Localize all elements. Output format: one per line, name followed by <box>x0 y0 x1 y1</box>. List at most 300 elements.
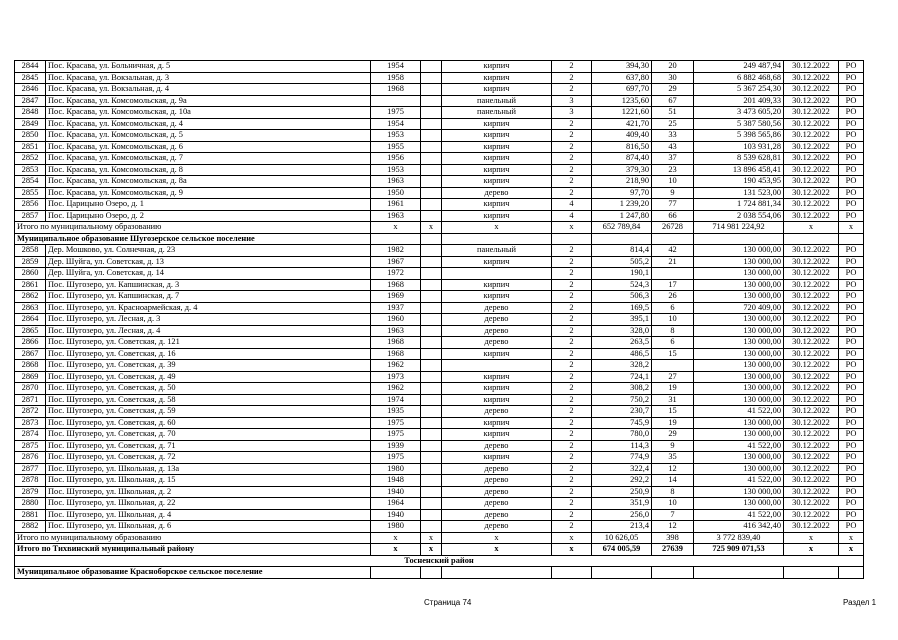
area-cell: 263,5 <box>592 337 652 349</box>
area-cell: 114,3 <box>592 440 652 452</box>
row-number-cell: 2864 <box>15 314 46 326</box>
address-cell: Пос. Красава, ул. Комсомольская, д. 7 <box>46 153 371 165</box>
table-row <box>15 302 864 314</box>
wall-material-cell: кирпич <box>442 199 552 211</box>
source-cell: РО <box>839 509 864 521</box>
floors-cell: 2 <box>552 337 592 349</box>
table-row <box>15 256 864 268</box>
wall-material-cell: дерево <box>442 498 552 510</box>
deadline-cell: 30.12.2022 <box>784 187 839 199</box>
year-built-cell: 1954 <box>371 61 421 73</box>
residents-cell: 9 <box>652 187 694 199</box>
year-commissioned-cell <box>421 509 442 521</box>
address-cell: Пос. Красава, ул. Комсомольская, д. 8 <box>46 164 371 176</box>
floors-cell: 2 <box>552 406 592 418</box>
row-number-cell: 2849 <box>15 118 46 130</box>
area-cell: 379,30 <box>592 164 652 176</box>
deadline-cell: 30.12.2022 <box>784 153 839 165</box>
source-cell: РО <box>839 337 864 349</box>
year-commissioned-cell <box>421 429 442 441</box>
floors-cell: 2 <box>552 452 592 464</box>
source-cell: РО <box>839 325 864 337</box>
source-cell: РО <box>839 268 864 280</box>
address-cell: Пос. Красава, ул. Комсомольская, д. 8а <box>46 176 371 188</box>
source-cell: РО <box>839 394 864 406</box>
residents-cell: 10 <box>652 314 694 326</box>
deadline-cell: 30.12.2022 <box>784 302 839 314</box>
section-header-row <box>15 567 864 579</box>
row-number-cell: 2856 <box>15 199 46 211</box>
floors-cell: 2 <box>552 153 592 165</box>
area-cell: 486,5 <box>592 348 652 360</box>
area-cell: 394,30 <box>592 61 652 73</box>
table-row <box>15 417 864 429</box>
area-cell: 169,5 <box>592 302 652 314</box>
floors-cell: 2 <box>552 187 592 199</box>
year-built-cell: 1964 <box>371 498 421 510</box>
row-number-cell: 2869 <box>15 371 46 383</box>
row-number-cell: 2873 <box>15 417 46 429</box>
year-commissioned-cell <box>421 360 442 372</box>
table-row <box>15 164 864 176</box>
district-total-cell: х <box>442 544 552 556</box>
subtotal-row-1 <box>15 222 864 234</box>
year-commissioned-cell <box>421 383 442 395</box>
area-cell: 506,3 <box>592 291 652 303</box>
residents-cell: 12 <box>652 463 694 475</box>
cost-cell: 130 000,00 <box>694 371 784 383</box>
year-built-cell: 1958 <box>371 72 421 84</box>
district-total-cell: х <box>421 544 442 556</box>
subtotal-cell: х <box>839 222 864 234</box>
register-table <box>14 60 864 579</box>
row-number-cell: 2845 <box>15 72 46 84</box>
cost-cell: 130 000,00 <box>694 325 784 337</box>
table-row <box>15 187 864 199</box>
residents-cell: 6 <box>652 302 694 314</box>
year-built-cell: 1956 <box>371 153 421 165</box>
year-commissioned-cell <box>421 452 442 464</box>
row-number-cell: 2857 <box>15 210 46 222</box>
subtotal-residents: 26728 <box>652 222 694 234</box>
source-cell: РО <box>839 452 864 464</box>
table-row <box>15 383 864 395</box>
residents-cell: 14 <box>652 475 694 487</box>
year-built-cell: 1980 <box>371 463 421 475</box>
source-cell: РО <box>839 118 864 130</box>
subtotal-residents: 398 <box>652 532 694 544</box>
address-cell: Пос. Шугозеро, ул. Школьная, д. 4 <box>46 509 371 521</box>
table-row <box>15 199 864 211</box>
row-number-cell: 2846 <box>15 84 46 96</box>
section-header-row <box>15 233 864 245</box>
cost-cell: 41 522,00 <box>694 440 784 452</box>
address-cell: Пос. Царицыно Озеро, д. 2 <box>46 210 371 222</box>
floors-cell: 2 <box>552 440 592 452</box>
section-title-krasnobor: Муниципальное образование Красноборское сельское поселение <box>15 567 371 579</box>
residents-cell: 77 <box>652 199 694 211</box>
year-built-cell: 1963 <box>371 210 421 222</box>
cost-cell: 130 000,00 <box>694 245 784 257</box>
cost-cell: 131 523,00 <box>694 187 784 199</box>
row-number-cell: 2861 <box>15 279 46 291</box>
residents-cell: 12 <box>652 521 694 533</box>
table-row <box>15 153 864 165</box>
year-commissioned-cell <box>421 210 442 222</box>
address-cell: Пос. Красава, ул. Комсомольская, д. 5 <box>46 130 371 142</box>
cost-cell: 190 453,95 <box>694 176 784 188</box>
year-built-cell: 1968 <box>371 348 421 360</box>
district-header-row <box>15 555 864 567</box>
cost-cell: 130 000,00 <box>694 429 784 441</box>
area-cell: 409,40 <box>592 130 652 142</box>
area-cell: 395,1 <box>592 314 652 326</box>
cost-cell: 13 896 458,41 <box>694 164 784 176</box>
deadline-cell: 30.12.2022 <box>784 486 839 498</box>
wall-material-cell: дерево <box>442 406 552 418</box>
table-row <box>15 107 864 119</box>
year-commissioned-cell <box>421 141 442 153</box>
table-row <box>15 84 864 96</box>
address-cell: Пос. Шугозеро, ул. Советская, д. 72 <box>46 452 371 464</box>
residents-cell: 29 <box>652 84 694 96</box>
table-row <box>15 452 864 464</box>
address-cell: Пос. Царицыно Озеро, д. 1 <box>46 199 371 211</box>
cost-cell: 5 367 254,30 <box>694 84 784 96</box>
residents-cell <box>652 268 694 280</box>
address-cell: Дер. Шуйга, ул. Советская, д. 14 <box>46 268 371 280</box>
deadline-cell: 30.12.2022 <box>784 337 839 349</box>
cost-cell: 130 000,00 <box>694 256 784 268</box>
deadline-cell: 30.12.2022 <box>784 417 839 429</box>
year-built-cell: 1968 <box>371 84 421 96</box>
year-built-cell: 1972 <box>371 268 421 280</box>
source-cell: РО <box>839 463 864 475</box>
wall-material-cell: кирпич <box>442 164 552 176</box>
cost-cell: 130 000,00 <box>694 486 784 498</box>
deadline-cell: 30.12.2022 <box>784 348 839 360</box>
floors-cell: 2 <box>552 429 592 441</box>
address-cell: Пос. Шугозеро, ул. Советская, д. 59 <box>46 406 371 418</box>
deadline-cell: 30.12.2022 <box>784 394 839 406</box>
subtotal-cell: х <box>784 532 839 544</box>
floors-cell: 2 <box>552 463 592 475</box>
area-cell: 724,1 <box>592 371 652 383</box>
year-commissioned-cell <box>421 130 442 142</box>
row-number-cell: 2850 <box>15 130 46 142</box>
residents-cell: 35 <box>652 452 694 464</box>
year-commissioned-cell <box>421 107 442 119</box>
row-number-cell: 2855 <box>15 187 46 199</box>
floors-cell: 2 <box>552 475 592 487</box>
area-cell: 328,2 <box>592 360 652 372</box>
residents-cell: 17 <box>652 279 694 291</box>
cost-cell: 2 038 554,06 <box>694 210 784 222</box>
address-cell: Пос. Красава, ул. Комсомольская, д. 10а <box>46 107 371 119</box>
cost-cell: 130 000,00 <box>694 360 784 372</box>
table-row <box>15 325 864 337</box>
district-total-cost: 725 909 071,53 <box>694 544 784 556</box>
deadline-cell: 30.12.2022 <box>784 440 839 452</box>
subtotal-cost: 3 772 839,40 <box>694 532 784 544</box>
deadline-cell: 30.12.2022 <box>784 383 839 395</box>
year-built-cell: 1975 <box>371 452 421 464</box>
source-cell: РО <box>839 84 864 96</box>
cost-cell: 201 409,33 <box>694 95 784 107</box>
floors-cell: 2 <box>552 498 592 510</box>
deadline-cell: 30.12.2022 <box>784 509 839 521</box>
source-cell: РО <box>839 302 864 314</box>
year-built-cell: 1969 <box>371 291 421 303</box>
cost-cell: 130 000,00 <box>694 383 784 395</box>
source-cell: РО <box>839 360 864 372</box>
table-row <box>15 371 864 383</box>
wall-material-cell: кирпич <box>442 429 552 441</box>
table-row <box>15 95 864 107</box>
year-built-cell: 1953 <box>371 164 421 176</box>
floors-cell: 2 <box>552 118 592 130</box>
address-cell: Пос. Шугозеро, ул. Школьная, д. 15 <box>46 475 371 487</box>
cost-cell: 249 487,94 <box>694 61 784 73</box>
year-built-cell: 1967 <box>371 256 421 268</box>
residents-cell: 25 <box>652 118 694 130</box>
deadline-cell: 30.12.2022 <box>784 279 839 291</box>
floors-cell: 2 <box>552 164 592 176</box>
wall-material-cell: кирпич <box>442 176 552 188</box>
wall-material-cell: панельный <box>442 245 552 257</box>
floors-cell: 2 <box>552 371 592 383</box>
subtotal-cost: 714 981 224,92 <box>694 222 784 234</box>
address-cell: Пос. Шугозеро, ул. Советская, д. 16 <box>46 348 371 360</box>
wall-material-cell: кирпич <box>442 61 552 73</box>
table-body-krasava <box>15 61 864 222</box>
subtotal-cell: х <box>421 532 442 544</box>
subtotal-row-2 <box>15 532 864 544</box>
address-cell: Пос. Шугозеро, ул. Школьная, д. 22 <box>46 498 371 510</box>
subtotal-cell: х <box>371 532 421 544</box>
address-cell: Пос. Шугозеро, ул. Советская, д. 121 <box>46 337 371 349</box>
deadline-cell: 30.12.2022 <box>784 360 839 372</box>
wall-material-cell: кирпич <box>442 141 552 153</box>
area-cell: 697,70 <box>592 84 652 96</box>
area-cell: 1221,60 <box>592 107 652 119</box>
district-total-area: 674 005,59 <box>592 544 652 556</box>
deadline-cell: 30.12.2022 <box>784 406 839 418</box>
floors-cell: 2 <box>552 394 592 406</box>
area-cell: 421,70 <box>592 118 652 130</box>
source-cell: РО <box>839 199 864 211</box>
floors-cell: 2 <box>552 176 592 188</box>
year-built-cell: 1940 <box>371 509 421 521</box>
deadline-cell: 30.12.2022 <box>784 268 839 280</box>
year-commissioned-cell <box>421 118 442 130</box>
wall-material-cell: кирпич <box>442 210 552 222</box>
row-number-cell: 2863 <box>15 302 46 314</box>
year-built-cell: 1975 <box>371 417 421 429</box>
year-commissioned-cell <box>421 153 442 165</box>
area-cell: 230,7 <box>592 406 652 418</box>
year-built-cell: 1940 <box>371 486 421 498</box>
source-cell: РО <box>839 107 864 119</box>
cost-cell: 5 398 565,86 <box>694 130 784 142</box>
row-number-cell: 2844 <box>15 61 46 73</box>
row-number-cell: 2862 <box>15 291 46 303</box>
source-cell: РО <box>839 521 864 533</box>
area-cell: 780,0 <box>592 429 652 441</box>
table-row <box>15 475 864 487</box>
residents-cell: 21 <box>652 256 694 268</box>
row-number-cell: 2866 <box>15 337 46 349</box>
year-built-cell: 1939 <box>371 440 421 452</box>
row-number-cell: 2848 <box>15 107 46 119</box>
wall-material-cell: кирпич <box>442 394 552 406</box>
year-built-cell: 1953 <box>371 130 421 142</box>
address-cell: Пос. Красава, ул. Комсомольская, д. 9 <box>46 187 371 199</box>
wall-material-cell: панельный <box>442 107 552 119</box>
year-commissioned-cell <box>421 498 442 510</box>
floors-cell: 2 <box>552 130 592 142</box>
wall-material-cell: дерево <box>442 521 552 533</box>
cost-cell: 6 882 468,68 <box>694 72 784 84</box>
wall-material-cell: кирпич <box>442 130 552 142</box>
address-cell: Пос. Шугозеро, ул. Школьная, д. 13а <box>46 463 371 475</box>
year-commissioned-cell <box>421 486 442 498</box>
address-cell: Дер. Шуйга, ул. Советская, д. 13 <box>46 256 371 268</box>
table-row <box>15 463 864 475</box>
table-row <box>15 486 864 498</box>
year-commissioned-cell <box>421 440 442 452</box>
year-built-cell: 1975 <box>371 107 421 119</box>
area-cell: 1 239,20 <box>592 199 652 211</box>
year-commissioned-cell <box>421 256 442 268</box>
year-commissioned-cell <box>421 314 442 326</box>
deadline-cell: 30.12.2022 <box>784 118 839 130</box>
district-total-residents: 27639 <box>652 544 694 556</box>
residents-cell: 51 <box>652 107 694 119</box>
wall-material-cell: дерево <box>442 187 552 199</box>
wall-material-cell: дерево <box>442 440 552 452</box>
floors-cell: 2 <box>552 72 592 84</box>
residents-cell: 42 <box>652 245 694 257</box>
source-cell: РО <box>839 371 864 383</box>
address-cell: Дер. Мошково, ул. Солнечная, д. 23 <box>46 245 371 257</box>
cost-cell: 41 522,00 <box>694 475 784 487</box>
address-cell: Пос. Шугозеро, ул. Капшинская, д. 7 <box>46 291 371 303</box>
floors-cell: 3 <box>552 107 592 119</box>
district-total-cell: х <box>784 544 839 556</box>
floors-cell: 2 <box>552 84 592 96</box>
row-number-cell: 2847 <box>15 95 46 107</box>
row-number-cell: 2872 <box>15 406 46 418</box>
table-row <box>15 72 864 84</box>
cost-cell: 130 000,00 <box>694 291 784 303</box>
wall-material-cell: дерево <box>442 337 552 349</box>
row-number-cell: 2882 <box>15 521 46 533</box>
floors-cell: 2 <box>552 521 592 533</box>
year-commissioned-cell <box>421 279 442 291</box>
subtotal-cell: х <box>552 532 592 544</box>
area-cell: 774,9 <box>592 452 652 464</box>
row-number-cell: 2854 <box>15 176 46 188</box>
year-commissioned-cell <box>421 72 442 84</box>
table-row <box>15 440 864 452</box>
area-cell: 1 247,80 <box>592 210 652 222</box>
row-number-cell: 2859 <box>15 256 46 268</box>
table-row <box>15 360 864 372</box>
year-commissioned-cell <box>421 463 442 475</box>
wall-material-cell: дерево <box>442 302 552 314</box>
table-row <box>15 279 864 291</box>
table-row <box>15 406 864 418</box>
source-cell: РО <box>839 130 864 142</box>
row-number-cell: 2860 <box>15 268 46 280</box>
wall-material-cell: кирпич <box>442 371 552 383</box>
deadline-cell: 30.12.2022 <box>784 521 839 533</box>
table-row <box>15 210 864 222</box>
area-cell: 256,0 <box>592 509 652 521</box>
cost-cell: 130 000,00 <box>694 314 784 326</box>
source-cell: РО <box>839 187 864 199</box>
cost-cell: 130 000,00 <box>694 348 784 360</box>
residents-cell: 26 <box>652 291 694 303</box>
deadline-cell: 30.12.2022 <box>784 199 839 211</box>
deadline-cell: 30.12.2022 <box>784 429 839 441</box>
subtotal-cell: х <box>371 222 421 234</box>
cost-cell: 416 342,40 <box>694 521 784 533</box>
year-built-cell: 1982 <box>371 245 421 257</box>
wall-material-cell: кирпич <box>442 348 552 360</box>
deadline-cell: 30.12.2022 <box>784 245 839 257</box>
source-cell: РО <box>839 245 864 257</box>
year-commissioned-cell <box>421 325 442 337</box>
row-number-cell: 2874 <box>15 429 46 441</box>
wall-material-cell <box>442 268 552 280</box>
year-built-cell: 1937 <box>371 302 421 314</box>
year-built-cell: 1980 <box>371 521 421 533</box>
area-cell: 524,3 <box>592 279 652 291</box>
deadline-cell: 30.12.2022 <box>784 314 839 326</box>
source-cell: РО <box>839 176 864 188</box>
floors-cell: 2 <box>552 383 592 395</box>
cost-cell: 41 522,00 <box>694 509 784 521</box>
wall-material-cell: кирпич <box>442 256 552 268</box>
district-total-cell: х <box>839 544 864 556</box>
table-row <box>15 348 864 360</box>
year-built-cell: 1961 <box>371 199 421 211</box>
cost-cell: 130 000,00 <box>694 279 784 291</box>
year-commissioned-cell <box>421 187 442 199</box>
cost-cell: 130 000,00 <box>694 452 784 464</box>
floors-cell: 2 <box>552 302 592 314</box>
row-number-cell: 2851 <box>15 141 46 153</box>
row-number-cell: 2868 <box>15 360 46 372</box>
residents-cell: 10 <box>652 498 694 510</box>
floors-cell: 4 <box>552 199 592 211</box>
area-cell: 816,50 <box>592 141 652 153</box>
row-number-cell: 2876 <box>15 452 46 464</box>
address-cell: Пос. Красава, ул. Вокзальная, д. 3 <box>46 72 371 84</box>
wall-material-cell: панельный <box>442 95 552 107</box>
deadline-cell: 30.12.2022 <box>784 107 839 119</box>
subtotal-cell: х <box>552 222 592 234</box>
wall-material-cell: кирпич <box>442 291 552 303</box>
residents-cell: 8 <box>652 486 694 498</box>
table-row <box>15 291 864 303</box>
source-cell: РО <box>839 406 864 418</box>
deadline-cell: 30.12.2022 <box>784 463 839 475</box>
deadline-cell: 30.12.2022 <box>784 176 839 188</box>
wall-material-cell: кирпич <box>442 383 552 395</box>
